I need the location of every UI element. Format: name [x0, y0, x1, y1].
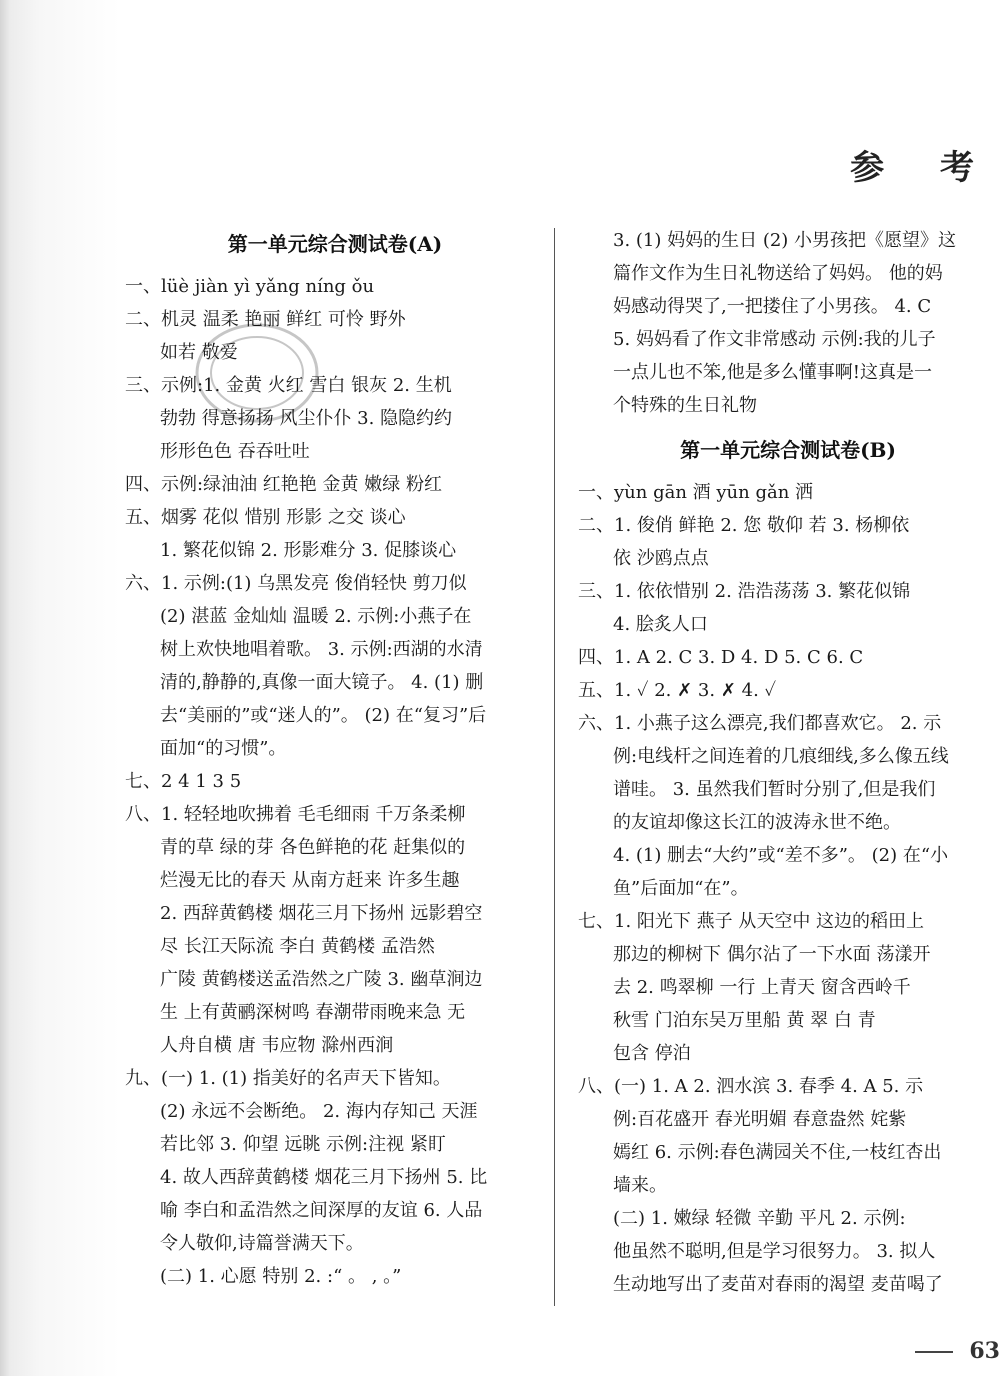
- answer-line-b-5: 4. 脍炙人口: [613, 614, 708, 635]
- answer-line-a-25: 九、(一) 1. (1) 指美好的名声天下皆知。: [125, 1068, 451, 1089]
- answer-line-b-24: 他虽然不聪明,但是学习很努力。 3. 拟人: [613, 1241, 936, 1262]
- answer-line-b-9: 例:电线杆之间连着的几痕细线,多么像五线: [613, 746, 949, 767]
- answer-line-b-11: 的友谊却像这长江的波涛永世不绝。: [613, 812, 901, 833]
- page-header-title: 参 考: [850, 148, 996, 188]
- answer-line-a-27: 若比邻 3. 仰望 远眺 示例:注视 紧盯: [160, 1134, 446, 1155]
- left-column: [125, 224, 545, 1293]
- right-column: [578, 224, 998, 1301]
- answer-line-a-10: 六、1. 示例:(1) 乌黑发亮 俊俏轻快 剪刀似: [125, 573, 467, 594]
- answer-line-a-20: 2. 西辞黄鹤楼 烟花三月下扬州 远影碧空: [160, 903, 483, 924]
- answer-line-a-28: 4. 故人西辞黄鹤楼 烟花三月下扬州 5. 比: [160, 1167, 488, 1188]
- answer-line-b-1: 一、yùn gān 酒 yūn gǎn 洒: [578, 482, 814, 503]
- answer-line-b-3: 依 沙鸥点点: [613, 548, 709, 569]
- answer-line-b-7: 五、1. ✓ 2. ✗ 3. ✗ 4. ✓: [578, 680, 777, 701]
- section-title-b: 第一单元综合测试卷(B): [680, 438, 896, 462]
- answer-line-b-19: 八、(一) 1. A 2. 泗水滨 3. 春季 4. A 5. 示: [578, 1076, 924, 1097]
- answer-line-a-18: 青的草 绿的芽 各色鲜艳的花 赶集似的: [160, 837, 466, 858]
- answer-line-a-continued-1: 3. (1) 妈妈的生日 (2) 小男孩把《愿望》这: [613, 230, 957, 251]
- answer-line-a-continued-6: 个特殊的生日礼物: [613, 395, 757, 416]
- answer-line-b-17: 秋雪 门泊东吴万里船 黄 翠 白 青: [613, 1010, 876, 1031]
- answer-line-a-continued-3: 妈感动得哭了,一把搂住了小男孩。 4. C: [613, 296, 932, 317]
- answer-line-a-7: 四、示例:绿油油 红艳艳 金黄 嫩绿 粉红: [125, 474, 442, 495]
- page-number-dash: [915, 1351, 953, 1353]
- answer-line-a-21: 尽 长江天际流 李白 黄鹤楼 孟浩然: [160, 936, 435, 957]
- answer-line-b-4: 三、1. 依依惜别 2. 浩浩荡荡 3. 繁花似锦: [578, 581, 911, 602]
- answer-line-b-2: 二、1. 俊俏 鲜艳 2. 您 敬仰 若 3. 杨柳依: [578, 515, 910, 536]
- answer-line-a-continued-4: 5. 妈妈看了作文非常感动 示例:我的儿子: [613, 329, 936, 350]
- answer-line-b-13: 鱼”后面加“在”。: [613, 878, 749, 899]
- answer-line-a-14: 去“美丽的”或“迷人的”。 (2) 在“复习”后: [160, 705, 487, 726]
- answer-line-b-8: 六、1. 小燕子这么漂亮,我们都喜欢它。 2. 示: [578, 713, 942, 734]
- answer-line-b-23: (二) 1. 嫩绿 轻微 辛勤 平凡 2. 示例:: [613, 1208, 906, 1229]
- answer-line-a-31: (二) 1. 心愿 特别 2. :“ 。 , 。”: [160, 1266, 402, 1287]
- page-number: 63: [969, 1338, 1000, 1364]
- answer-line-b-6: 四、1. A 2. C 3. D 4. D 5. C 6. C: [578, 647, 864, 668]
- column-divider: [554, 228, 555, 1306]
- answer-line-b-22: 墙来。: [613, 1175, 667, 1196]
- answer-line-a-13: 清的,静静的,真像一面大镜子。 4. (1) 删: [160, 672, 484, 693]
- answer-line-a-11: (2) 湛蓝 金灿灿 温暖 2. 示例:小燕子在: [160, 606, 472, 627]
- answer-line-a-17: 八、1. 轻轻地吹拂着 毛毛细雨 千万条柔柳: [125, 804, 466, 825]
- answer-line-b-15: 那边的柳树下 偶尔沾了一下水面 荡漾开: [613, 944, 931, 965]
- answer-line-b-14: 七、1. 阳光下 燕子 从天空中 这边的稻田上: [578, 911, 925, 932]
- answer-line-a-2: 二、机灵 温柔 艳丽 鲜红 可怜 野外: [125, 309, 406, 330]
- answer-line-a-19: 烂漫无比的春天 从南方赶来 许多生趣: [160, 870, 460, 891]
- answer-line-a-23: 生 上有黄鹂深树鸣 春潮带雨晚来急 无: [160, 1002, 466, 1023]
- answer-line-a-3: 如若 敬爱: [160, 342, 238, 363]
- answer-line-a-30: 令人敬仰,诗篇誉满天下。: [160, 1233, 364, 1254]
- answer-line-b-12: 4. (1) 删去“大约”或“差不多”。 (2) 在“小: [613, 845, 949, 866]
- answer-line-b-10: 谱哇。 3. 虽然我们暂时分别了,但是我们: [613, 779, 936, 800]
- answer-line-a-8: 五、烟雾 花似 惜别 形影 之交 谈心: [125, 507, 406, 528]
- answer-line-a-15: 面加“的习惯”。: [160, 738, 287, 759]
- answer-line-a-29: 喻 李白和孟浩然之间深厚的友谊 6. 人品: [160, 1200, 483, 1221]
- answer-line-b-25: 生动地写出了麦苗对春雨的渴望 麦苗喝了: [613, 1274, 943, 1295]
- answer-line-a-12: 树上欢快地唱着歌。 3. 示例:西湖的水清: [160, 639, 483, 660]
- answer-line-a-26: (2) 永远不会断绝。 2. 海内存知己 天涯: [160, 1101, 478, 1122]
- right-answer-lines: [578, 476, 998, 1301]
- answer-line-b-18: 包含 停泊: [613, 1043, 691, 1064]
- answer-line-a-22: 广陵 黄鹤楼送孟浩然之广陵 3. 幽草涧边: [160, 969, 483, 990]
- answer-line-b-20: 例:百花盛开 春光明媚 春意盎然 姹紫: [613, 1109, 907, 1130]
- answer-line-a-continued-5: 一点儿也不笨,他是多么懂事啊!这真是一: [613, 362, 932, 383]
- answer-line-b-21: 嫣红 6. 示例:春色满园关不住,一枝红杏出: [613, 1142, 942, 1163]
- answer-line-a-continued-2: 篇作文作为生日礼物送给了妈妈。 他的妈: [613, 263, 943, 284]
- answer-line-a-4: 三、示例:1. 金黄 火红 雪白 银灰 2. 生机: [125, 375, 452, 396]
- left-answer-lines: [125, 270, 545, 1293]
- section-title-a: 第一单元综合测试卷(A): [227, 232, 443, 256]
- right-continued-lines: [578, 224, 998, 422]
- answer-line-a-24: 人舟自横 唐 韦应物 滁州西涧: [160, 1035, 394, 1056]
- answer-line-a-6: 形形色色 吞吞吐吐: [160, 441, 310, 462]
- answer-line-a-16: 七、2 4 1 3 5: [125, 771, 242, 792]
- answer-line-b-16: 去 2. 鸣翠柳 一行 上青天 窗含西岭千: [613, 977, 911, 998]
- answer-line-a-5: 勃勃 得意扬扬 风尘仆仆 3. 隐隐约约: [160, 408, 453, 429]
- answer-line-a-9: 1. 繁花似锦 2. 形影难分 3. 促膝谈心: [160, 540, 457, 561]
- answer-line-a-1: 一、lüè jiàn yì yǎng níng ǒu: [125, 276, 375, 297]
